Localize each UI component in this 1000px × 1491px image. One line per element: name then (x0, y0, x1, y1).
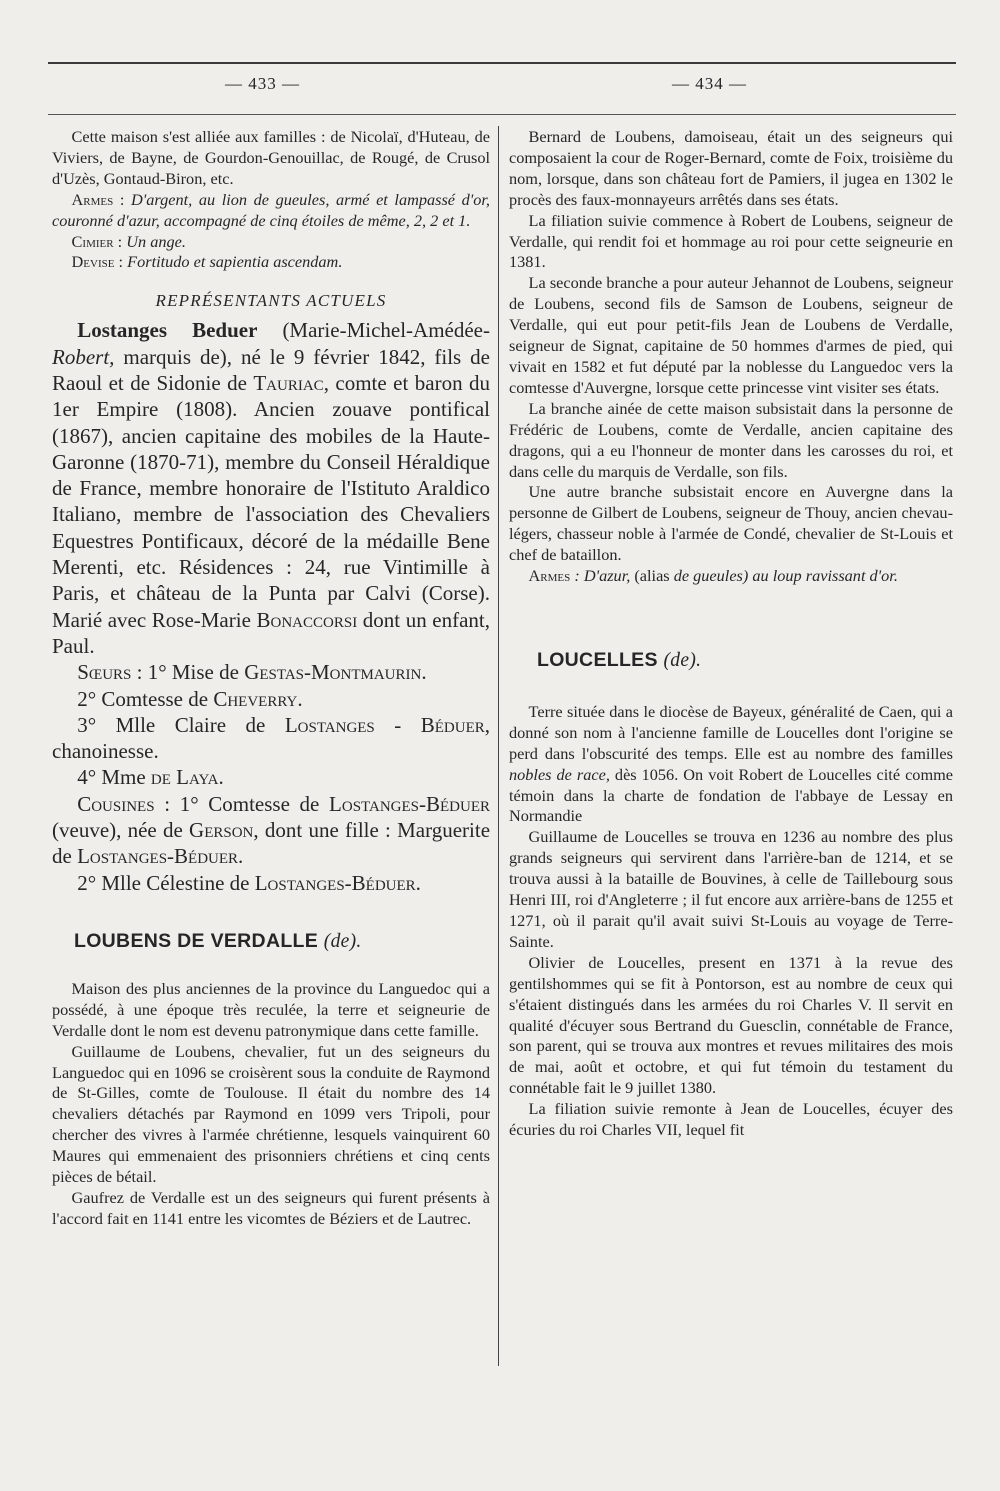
armes-loubens-paragraph: Armes : D'azur, (alias de gueules) au loup ravissant d'or. (528, 566, 898, 586)
representant-paragraph: Lostanges Beduer (Marie-Michel-Amédée-Robert, marquis de), né le 9 février 1842, fils de Raoul et de Sidonie de Tauriac, comte et baron du 1er Empire (1808). Ancien zouave pontifical (1867), ancien capitaine des mobiles de la Haute-Garonne (1870-71), membre du Conseil Héraldique de France, membre honoraire de l'Istituto Araldico Italiano, membre de l'association des Chevaliers Equestres Pontificaux, décoré de la médaille Bene Merenti, etc. Résidences : 24, rue Vintimille à Paris, et château de la Punta par Calvi (Corse). Marié avec Rose-Marie Bonaccorsi dont un enfant, Paul. (52, 318, 491, 658)
top-rule (48, 62, 956, 64)
loubens-paragraph-3: Gaufrez de Verdalle est un des seigneurs qui furent présents à l'accord fait en 1141 entre les vicomtes de Béziers et de Lautrec. (52, 1187, 490, 1228)
loubens-paragraph-1: Maison des plus anciennes de la province du Languedoc qui a possédé, à une époque très reculée, la terre et seigneurie de Verdalle dont le nom est devenu patronymique dans cette famille. (52, 978, 490, 1040)
loubens-paragraph-2: Guillaume de Loubens, chevalier, fut un des seigneurs du Languedoc qui en 1096 se croisèrent sous la conduite de Raymond de St-Gilles, comte de Toulouse. Il était du nombre des 14 chevaliers détachés par Raymond en 1099 vers Tripoli, pour chercher des vivres à l'armée chrétienne, lesquels vainquirent 60 Maures qui emmenaient des prisonniers chrétiens et cinq cents pièces de bétail. (52, 1041, 490, 1187)
seconde-branche-paragraph: La seconde branche a pour auteur Jehannot de Loubens, seigneur de Loubens, second fils de Samson de Loubens, seigneur de Verdalle, qui eut pour petit-fils Jean de Loubens de Verdalle, seigneur de Signat, capitaine de 50 hommes d'armes de pied, qui vivait en 1582 et fut député par la noblesse du Languedoc vers la comtesse d'Auvergne, lorsque cette princesse vint visiter ses états. (509, 273, 953, 397)
loucelles-paragraph-2: Guillaume de Loucelles se trouva en 1236 au nombre des plus grands seigneurs qui servirent dans l'arrière-ban de 1214, et se trouva aussi à la bataille de Bouvines, à celle de Taillebourg sous Henri III, roi d'Angleterre ; il fut encore aux arrière-bans de 1255 et 1271, où il parait qu'il avait suivi St-Louis au voyage de Terre-Sainte. (509, 827, 953, 951)
loucelles-paragraph-4: La filiation suivie remonte à Jean de Loucelles, écuyer des écuries du roi Charles VII, lequel fit (509, 1099, 953, 1140)
loucelles-paragraph-1: Terre située dans le diocèse de Bayeux, généralité de Caen, qui a donné son nom à l'ancienne famille de Loucelles dont l'origine se perd dans l'obscurité des temps. Elle est au nombre des familles nobles de race, dès 1056. On voit Robert de Loucelles cité comme témoin dans la charte de fondation de l'abbaye de Lessay en Normandie (509, 701, 953, 826)
left-column (52, 127, 490, 1230)
filiation-paragraph: La filiation suivie commence à Robert de Loubens, seigneur de Verdalle, qui rendit foi et hommage au roi pour cette seigneurie en 1381. (509, 210, 953, 272)
devise-label: Devise (71, 252, 115, 272)
representant-name: Lostanges Beduer (77, 318, 258, 343)
devise-paragraph: Devise : Fortitudo et sapientia ascendam. (71, 252, 343, 272)
page-number-right: — 434 — (672, 74, 747, 93)
loucelles-paragraph-3: Olivier de Loucelles, present en 1371 à la revue des gentilshommes qui se fit à Pontorson, est au nombre de ceux qui s'étaient distingués dans les armées du roi Charles V. Il servit en qualité d'écuyer sous Bertrand du Guesclin, connétable de France, son parent, qui se trouva aux montres et revues militaires des mois de mai, août et octobre, et qui fut témoin du testament du connétable fait le 9 juillet 1380. (509, 952, 953, 1098)
loucelles-heading: LOUCELLES (de). (537, 648, 702, 671)
cousines-line-2: 2° Mlle Célestine de Lostanges-Béduer. (77, 870, 421, 895)
branche-ainee-paragraph: La branche ainée de cette maison subsistait dans la personne de Frédéric de Loubens, comte de Verdalle, ancien capitaine des dragons, qui a eu l'honneur de monter dans les carosses du roi, et dans celle du marquis de Verdalle, son fils. (509, 398, 953, 481)
armes-label: Armes (71, 189, 114, 209)
family-alliances-paragraph: Cette maison s'est alliée aux familles : de Nicolaï, d'Huteau, de Viviers, de Bayne, de Gourdon-Genouillac, de Rougé, de Crusol d'Uzès, Gontaud-Biron, etc. (52, 127, 490, 188)
soeurs-line-1: Sœurs : 1° Mise de Gestas-Montmaurin. (77, 660, 427, 685)
cousines-line-1: Cousines : 1° Comtesse de Lostanges-Béduer (veuve), née de Gerson, dont une fille : Marguerite de Lostanges-Béduer. (52, 791, 491, 869)
cimier-paragraph: Cimier : Un ange. (71, 231, 186, 251)
soeurs-line-3: 3° Mlle Claire de Lostanges - Béduer, chanoinesse. (52, 712, 490, 764)
soeurs-line-2: 2° Comtesse de Cheverry. (77, 686, 303, 711)
armes-text: D'argent, au lion de gueules, armé et lampassé d'or, couronné d'azur, accompagné de cinq étoiles de même, 2, 2 et 1. (52, 189, 490, 230)
column-divider (498, 126, 499, 1366)
representants-heading: REPRÉSENTANTS ACTUELS (155, 291, 387, 311)
right-column (509, 127, 953, 1141)
autre-branche-paragraph: Une autre branche subsistait encore en Auvergne dans la personne de Gilbert de Loubens, seigneur de Thouy, ancien chevau-légers, chasseur noble à l'armée de Condé, chevalier de St-Louis et chef de bataillon. (509, 482, 953, 565)
header-rule (48, 114, 956, 115)
loubens-heading: LOUBENS DE VERDALLE (de). (74, 929, 362, 952)
cimier-text: Un ange. (126, 231, 186, 251)
soeurs-line-4: 4° Mme de Laya. (77, 765, 224, 790)
devise-text: Fortitudo et sapientia ascendam. (127, 252, 343, 272)
page-number-left: — 433 — (225, 74, 300, 93)
cimier-label: Cimier (71, 231, 114, 251)
armes-paragraph: Armes : D'argent, au lion de gueules, armé et lampassé d'or, couronné d'azur, accompagné de cinq étoiles de même, 2, 2 et 1. (52, 189, 490, 230)
bernard-paragraph: Bernard de Loubens, damoiseau, était un des seigneurs qui composaient la cour de Roger-Bernard, comte de Foix, troisième du nom, lorsque, dans son château fort de Pamiers, il jugea en 1302 le procès des faux-monnayeurs arrêtés dans ses états. (509, 127, 953, 209)
